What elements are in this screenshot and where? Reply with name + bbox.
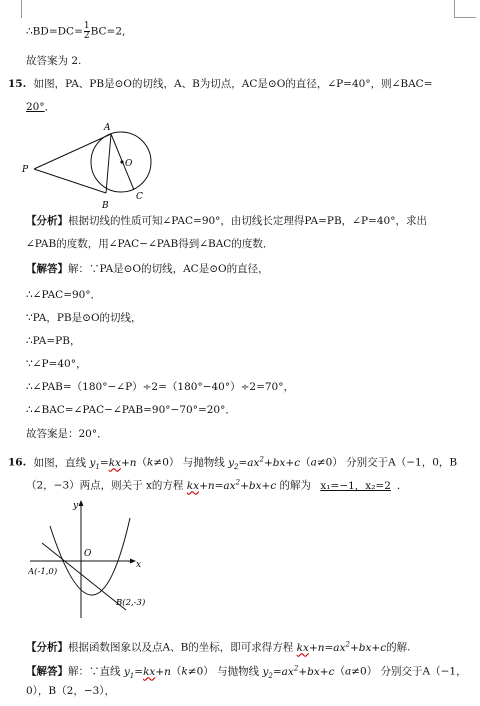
prev-conclusion-prefix: ∴BD=DC= — [26, 25, 83, 38]
q16-solution-tag: 【解答】 — [26, 665, 68, 678]
tangent-pb — [34, 169, 106, 193]
q15-stem-text: 如图，PA、PB是⊙O的切线，A、B为切点，AC是⊙O的直径，∠P=40°，则∠BAC= — [33, 78, 433, 90]
label-y: y — [73, 501, 79, 511]
q16-stem-1b: 与抛物线 — [182, 456, 225, 469]
prev-conclusion-suffix: BC=2, — [90, 25, 126, 38]
y-axis-arrow — [79, 500, 84, 506]
q16-equation: $kx+n=ax^2+bx+c$ — [186, 478, 277, 492]
q16-stem: 16. 如图，直线 $y_1=kx+n(k\ne 0)$ 与抛物线 $y_2=ax^2+bx+c(a\ne 0)$ 分别交于A（−1，0，B — [8, 455, 458, 471]
label-c: C — [136, 192, 143, 202]
q15-solution-tag: 【解答】 — [26, 263, 68, 275]
label-b: B(2,-3) — [116, 598, 146, 608]
q15-solution — [26, 262, 269, 276]
label-o: O — [125, 159, 133, 169]
q15-step-4: ∴PA=PB， — [26, 335, 81, 347]
q15-step-5: ∵∠P=40°， — [26, 358, 87, 370]
q16-analysis-2: 的解. — [386, 641, 411, 654]
center-dot — [120, 160, 123, 163]
q16-stem-2c: ． — [396, 479, 408, 492]
q15-step-7: ∴∠BAC=∠PAC−∠PAB=90°−70°=20°． — [26, 404, 236, 416]
q16-number: 16. — [8, 456, 27, 469]
chord-ab — [106, 134, 111, 193]
fraction-one-half — [84, 22, 90, 41]
label-o: O — [84, 549, 92, 559]
q15-step-2: ∴∠PAC=90°． — [26, 289, 102, 301]
q15-analysis-tag: 【分析】 — [26, 215, 68, 227]
q15-analysis-text: 根据切线的性质可知∠PAC=90°，由切线长定理得PA=PB，∠P=40°，求出 — [68, 215, 427, 227]
fraction-numerator: 1 — [83, 21, 90, 31]
q15-number: 15. — [8, 78, 27, 90]
q16-stem-1c: 分别交于A（−1，0，B — [346, 456, 458, 469]
q15-step-3: ∵PA，PB是⊙O的切线， — [26, 312, 142, 324]
label-x: x — [136, 560, 142, 570]
q15-stem — [8, 77, 433, 91]
q16-parabola-equation: $y_2=ax^2+bx+c$ — [228, 455, 301, 471]
q15-answer: 20° — [26, 101, 45, 113]
q16-stem-2a: （2，−3）两点，则关于 x的方程 — [26, 479, 184, 492]
q16-stem-2b: 的解为 — [279, 479, 312, 492]
label-b: B — [102, 201, 109, 211]
prev-conclusion — [26, 22, 125, 41]
q16-solution-parabola-eq: $y_2=ax^2+bx+c$ — [262, 664, 335, 680]
q16-solution: 【解答】解：∵直线 $y_1=kx+n(k\ne 0)$ 与抛物线 $y_2=ax^2+bx+c(a\ne 0)$ 分别交于A（−1， — [26, 664, 467, 680]
q16-line-equation: $y_1=kx+n$ — [89, 456, 137, 471]
corner-mark-left — [21, 0, 22, 18]
q16-solution-1a: 解：∵直线 — [68, 665, 121, 678]
q15-analysis — [26, 214, 427, 228]
q16-analysis — [26, 637, 410, 655]
q15-stem-end: ． — [44, 101, 56, 113]
tangent-pa — [34, 134, 111, 169]
q16-analysis-tag: 【分析】 — [26, 641, 68, 654]
q16-solution-1c: 分别交于A（−1， — [380, 665, 467, 678]
q15-analysis-2: ∠PAB的度数，用∠PAC−∠PAB得到∠BAC的度数． — [26, 238, 274, 250]
q16-analysis-equation: $kx+n=ax^2+bx+c$ — [296, 640, 387, 654]
q15-solution-text: 解：∵PA是⊙O的切线，AC是⊙O的直径， — [68, 263, 269, 275]
fraction-denominator: 2 — [83, 31, 90, 41]
label-a: A(-1,0) — [28, 567, 58, 577]
q15-figure — [20, 118, 170, 213]
corner-mark-right — [454, 0, 455, 18]
q15-answer-final: 故答案是：20°． — [26, 428, 108, 440]
q15-step-6: ∴∠PAB=（180°−∠P）÷2=（180°−40°）÷2=70°， — [26, 381, 294, 393]
q16-stem-1a: 如图，直线 — [33, 456, 87, 469]
corner-mark-right-h — [454, 17, 476, 18]
prev-answer: 故答案为 2. — [26, 55, 82, 67]
q16-solution-1b: 与抛物线 — [217, 665, 260, 678]
q16-answer: x₁=−1，x₂=2 — [320, 479, 391, 492]
q15-answer-line — [26, 100, 55, 114]
q16-stem-line-2 — [26, 475, 407, 493]
q16-solution-line-eq: $y_1=kx+n$ — [123, 665, 171, 680]
q16-analysis-1: 根据函数图象以及点A、B的坐标，即可求得方程 — [68, 641, 294, 654]
q16-solution-2: 0），B（2，−3）， — [26, 685, 116, 697]
label-a: A — [104, 123, 111, 133]
label-p: P — [22, 165, 29, 175]
q16-figure — [28, 498, 158, 626]
